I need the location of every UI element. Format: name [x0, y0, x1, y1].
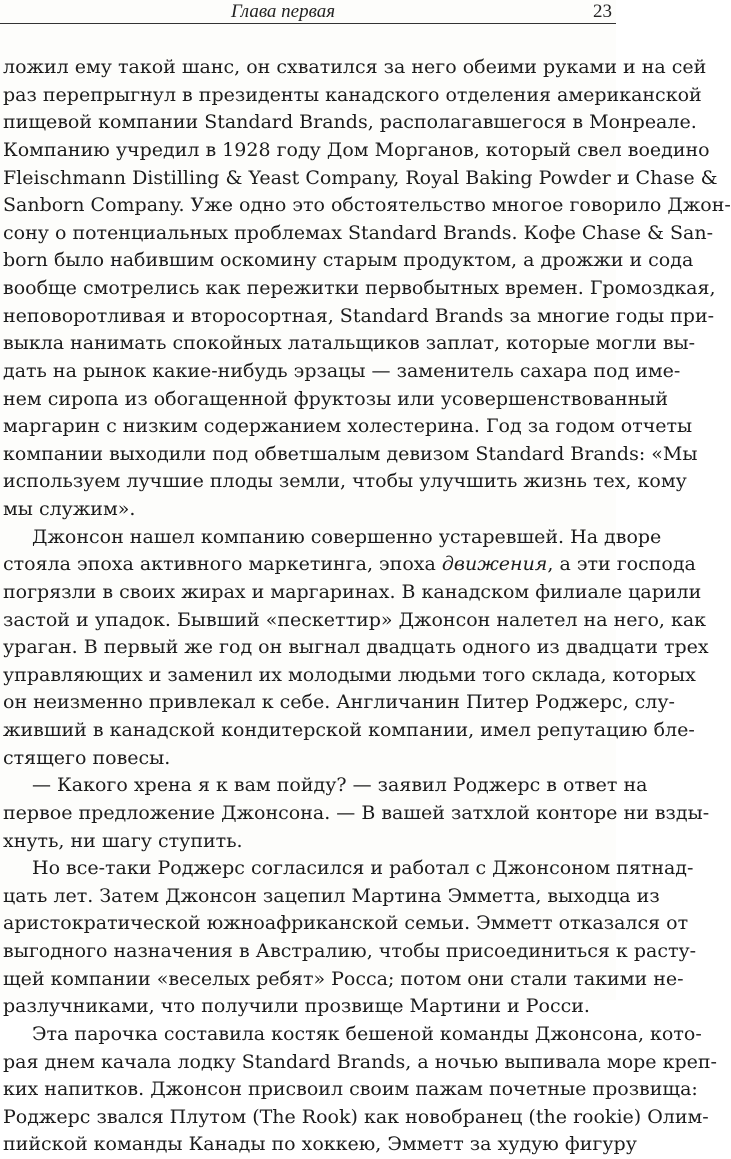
paragraph-5 — [3, 1021, 717, 1159]
text-line: born было набившим оскомину старым продуктом, а дрожжи и сода — [3, 249, 694, 272]
text-line: компании выходили под обветшалым девизом Standard Brands: «Мы — [3, 442, 698, 465]
text-line: Джонсон нашел компанию совершенно устаревшей. На дворе — [32, 525, 662, 548]
text-line: мы служим». — [3, 498, 136, 520]
text-line: дать на рынок какие-нибудь эрзацы — заменитель сахара под име- — [3, 359, 681, 382]
text-line: стящего повесы. — [3, 746, 171, 769]
text-line: застой и упадок. Бывший «пескеттир» Джонсон налетел на него, как — [3, 608, 707, 631]
text-line: пийской команды Канады по хоккею, Эмметт за худую фигуру — [3, 1133, 637, 1156]
text-line: хнуть, ни шагу ступить. — [3, 829, 243, 852]
paragraph-2 — [3, 524, 709, 773]
header-rule — [0, 23, 616, 24]
text-line: аристократической южноафриканской семьи. Эмметт отказался от — [3, 912, 689, 935]
body-text — [3, 54, 731, 1159]
text-line: неповоротливая и второсортная, Standard Brands за многие годы при- — [3, 304, 715, 327]
text-line: Fleischmann Distilling & Yeast Company, Royal Baking Powder и Chase & — [3, 166, 718, 189]
page-number: 23 — [593, 1, 612, 22]
text-line: управляющих и заменил их молодыми людьми того склада, которых — [3, 663, 696, 686]
text-line: пищевой компании Standard Brands, располагавшегося в Монреале. — [3, 111, 697, 134]
text-line: Роджерс звался Плутом (The Rook) как новобранец (the rookie) Олим- — [3, 1105, 709, 1128]
text-line: — Какого хрена я к вам пойду? — заявил Роджерс в ответ на — [32, 774, 648, 797]
text-line: выгодного назначения в Австралию, чтобы присоединиться к расту- — [3, 940, 697, 962]
text-line: выкла нанимать спокойных латальщиков заплат, которые могли вы- — [3, 332, 696, 355]
chapter-title: Глава первая — [231, 1, 336, 22]
text-line: ложил ему такой шанс, он схватился за него обеими руками и на сей — [3, 56, 707, 78]
text-line: сону о потенциальных проблемах Standard Brands. Кофе Chase & San- — [3, 221, 713, 244]
running-header — [0, 0, 616, 26]
text-line: ураган. В первый же год он выгнал двадцать одного из двадцати трех — [3, 636, 709, 659]
text-line: разлучниками, что получили прозвище Мартини и Росси. — [3, 995, 590, 1018]
text-line: он неизменно привлекал к себе. Англичанин Питер Роджерс, слу- — [3, 691, 675, 714]
text-line: рая днем качала лодку Standard Brands, а ночью выпивала море креп- — [3, 1050, 717, 1073]
text-line: цать лет. Затем Джонсон зацепил Мартина Эмметта, выходца из — [3, 884, 660, 907]
text-line: Но все-таки Роджерс согласился и работал с Джонсоном пятнад- — [32, 857, 694, 880]
text-line: маргарин с низким содержанием холестерина. Год за годом отчеты — [3, 415, 693, 438]
text-run: стояла эпоха активного маркетинга, эпоха — [3, 553, 442, 576]
text-line: ких напитков. Джонсон присвоил своим пажам почетные прозвища: — [3, 1078, 698, 1101]
text-line: первое предложение Джонсона. — В вашей затхлой конторе ни взды- — [3, 801, 710, 824]
text-line: живший в канадской кондитерской компании, имел репутацию бле- — [3, 719, 695, 741]
text-line: нем сиропа из обогащенной фруктозы или усовершенствованный — [3, 387, 669, 410]
text-line: Sanborn Company. Уже одно это обстоятельство многое говорило Джон- — [3, 194, 731, 217]
text-line: вообще смотрелись как пережитки первобытных времен. Громоздкая, — [3, 277, 716, 299]
text-line: погрязли в своих жирах и маргаринах. В канадском филиале царили — [3, 580, 702, 603]
italic-word: движения — [441, 553, 548, 576]
text-run: , а эти господа — [547, 553, 696, 576]
paragraph-3 — [3, 772, 710, 855]
text-line: раз перепрыгнул в президенты канадского отделения американской — [3, 83, 702, 106]
text-line: Компанию учредил в 1928 году Дом Морганов, который свел воедино — [3, 138, 710, 161]
text-line: Эта парочка составила костяк бешеной команды Джонсона, кото- — [32, 1022, 702, 1045]
paragraph-1 — [3, 54, 731, 524]
text-line: щей компании «веселых ребят» Росса; потом они стали такими не- — [3, 967, 684, 990]
text-line: используем лучшие плоды земли, чтобы улучшить жизнь тех, кому — [3, 470, 687, 493]
text-line-with-italic — [3, 551, 696, 579]
paragraph-4 — [3, 855, 697, 1021]
